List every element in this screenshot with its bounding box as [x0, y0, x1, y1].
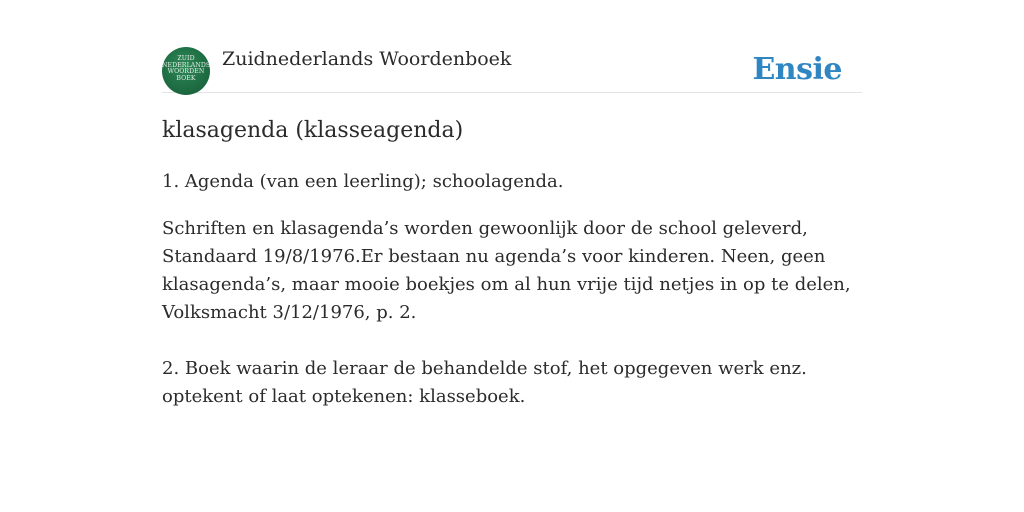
site-name-link[interactable]: Zuidnederlands Woordenboek [222, 48, 512, 70]
logo-line: WOORDEN [167, 68, 205, 76]
entry-headword: klasagenda (klasseagenda) [162, 118, 464, 143]
logo-line: BOEK [176, 74, 196, 82]
logo-line: ZUID [177, 55, 195, 62]
definition-sense-1: 1. Agenda (van een leerling); schoolagenda. [162, 171, 564, 192]
entry-content [162, 114, 862, 411]
definition-sense-2: 2. Boek waarin de leraar de behandelde stof, het opgegeven werk enz. optekent of laat optekenen: klasseboek. [162, 358, 807, 407]
site-header [162, 46, 862, 93]
ensie-brand-link[interactable]: Ensie [752, 52, 842, 87]
dictionary-logo-icon[interactable] [162, 47, 210, 95]
example-quote: Schriften en klasagenda’s worden gewoonlijk door de school geleverd, Standaard 19/8/1976.Er bestaan nu agenda’s voor kinderen. Neen, geen klasagenda’s, maar mooie boekjes om al hun vrije tijd netjes in op te delen, Volksmacht 3/12/1976, p. 2. [162, 218, 851, 323]
logo-lettering [162, 56, 210, 82]
logo-line: NEDERLANDS [162, 61, 210, 69]
